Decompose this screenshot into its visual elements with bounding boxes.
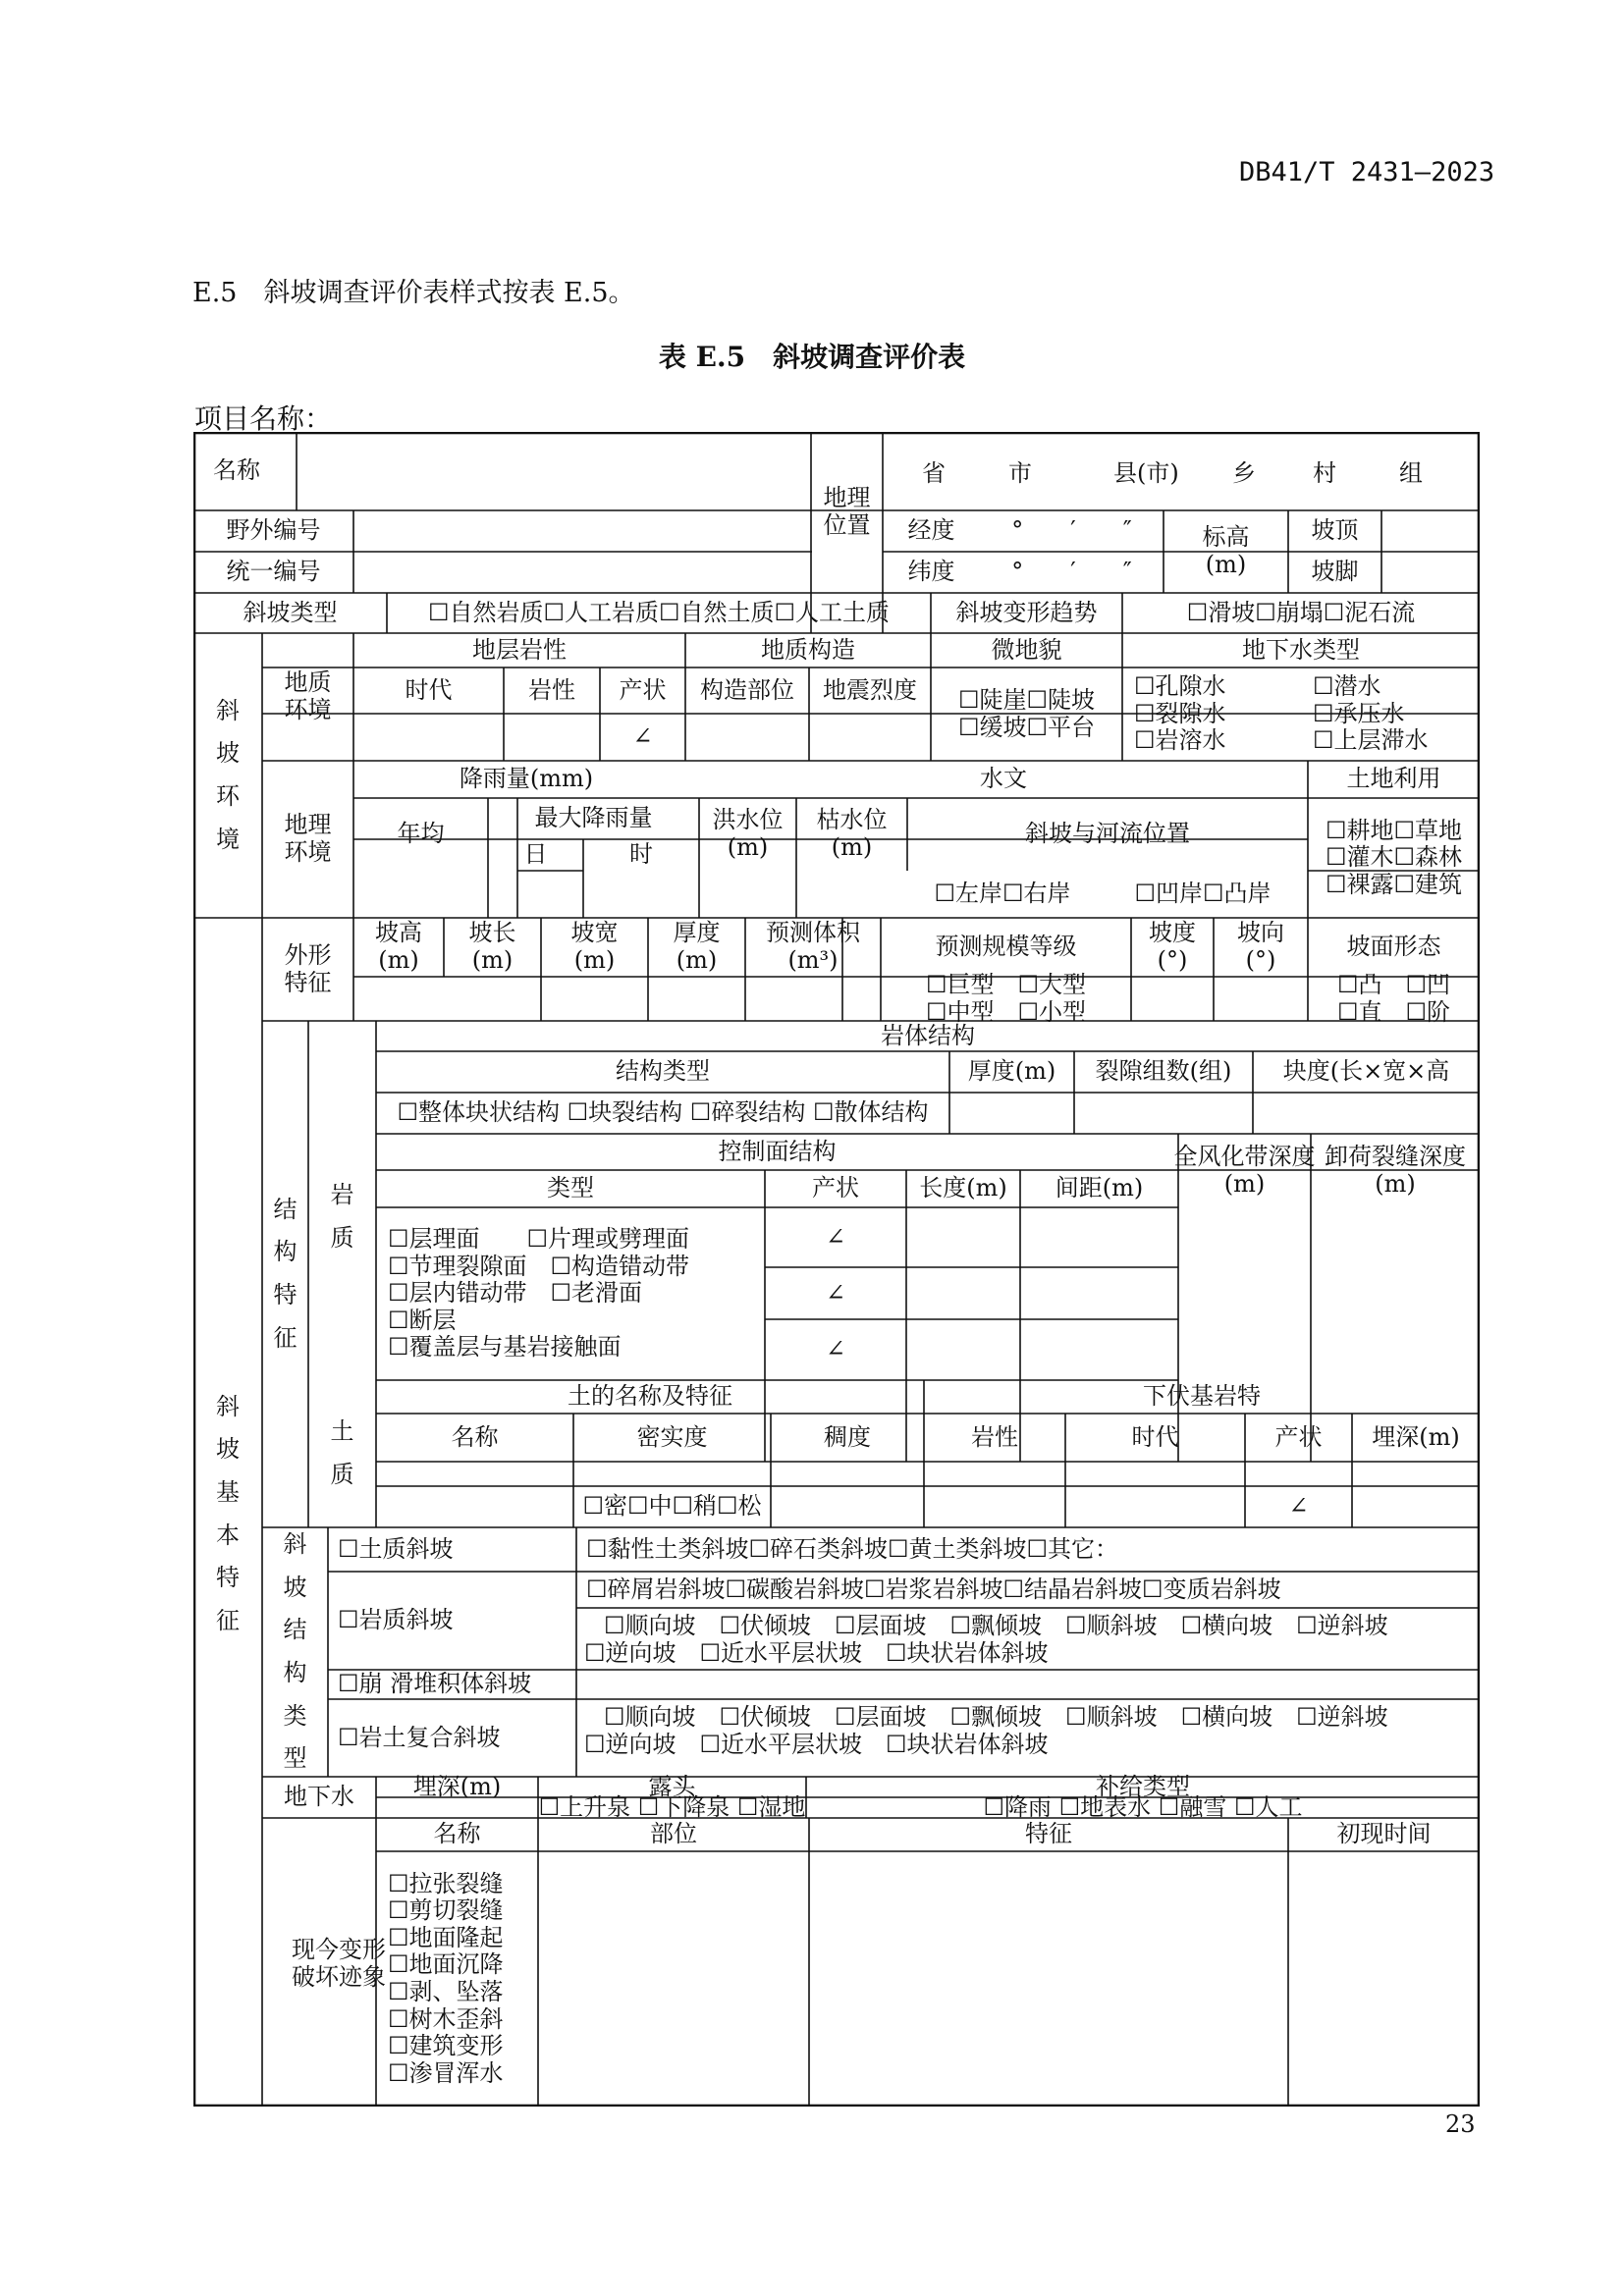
slope-structure-type-label: 斜 坡 结 构 类 型: [283, 1530, 307, 1773]
groundwater-depth-header: 埋深(m): [412, 1772, 502, 1800]
elevation-label: 标高 (m): [1202, 523, 1250, 578]
env-section-label: 斜 坡 环 境: [216, 696, 240, 853]
rain-day-header: 日: [523, 840, 548, 869]
control-surface-options-item[interactable]: ☐层理面 ☐片理或劈理面: [388, 1225, 690, 1254]
gw-type-options-b-item[interactable]: ☐上层滞水: [1313, 726, 1429, 755]
soil-name-feature-header: 土的名称及特征: [568, 1382, 732, 1411]
soil-name-header: 名称: [451, 1422, 499, 1451]
slope-foot-label: 坡脚: [1311, 558, 1359, 586]
dry-level-header: 枯水位 (m): [816, 806, 888, 861]
rock-slope-directions-2[interactable]: ☐逆向坡 ☐近水平层状坡 ☐块状岩体斜坡: [584, 1639, 1049, 1667]
outcrop-header: 露头: [648, 1772, 696, 1800]
rain-hour-header: 时: [629, 840, 653, 869]
control-surface-header: 控制面结构: [718, 1137, 837, 1165]
control-angle-1: ∠: [825, 1222, 846, 1251]
scale-options: [881, 970, 1131, 1026]
control-surface-options-item[interactable]: ☐断层: [388, 1306, 457, 1334]
control-attitude-header: 产状: [812, 1174, 859, 1202]
control-spacing-header: 间距(m): [1055, 1174, 1144, 1202]
rocky-label: 岩 质: [330, 1181, 354, 1252]
recharge-options: ☐降雨 ☐地表水 ☐融雪 ☐人工: [983, 1792, 1303, 1821]
slope-height-header: 坡高 (m): [375, 919, 422, 974]
admin-division-3: 乡: [1232, 459, 1256, 487]
scale-options-item[interactable]: ☐巨型 ☐大型: [925, 970, 1087, 998]
microland-options: [931, 667, 1122, 761]
deformation-options-item[interactable]: ☐剪切裂缝: [388, 1896, 504, 1925]
bedrock-era-header: 时代: [1131, 1422, 1179, 1451]
attitude-header: 产状: [619, 675, 667, 704]
flood-level-header: 洪水位 (m): [712, 806, 784, 861]
groundwater-label: 地下水: [284, 1783, 354, 1811]
bedrock-feature-header: 下伏基岩特: [1143, 1382, 1261, 1411]
microland-options-item[interactable]: ☐陡崖☐陡坡: [957, 685, 1096, 714]
lon-dms: ° ′ ″: [1011, 516, 1132, 545]
scale-options-item[interactable]: ☐中型 ☐小型: [925, 997, 1087, 1026]
consistency-header: 稠度: [824, 1422, 871, 1451]
intensity-header: 地震烈度: [823, 675, 917, 704]
lat-dms: ° ′ ″: [1011, 558, 1132, 586]
scale-header: 预测规模等级: [935, 933, 1077, 961]
deformation-options: [376, 1851, 538, 2107]
control-surface-options-item[interactable]: ☐节理裂隙面 ☐构造错动带: [388, 1252, 690, 1280]
control-angle-3: ∠: [825, 1335, 846, 1363]
slope-type-options: ☐自然岩质☐人工岩质☐自然土质☐人工土质: [427, 598, 891, 626]
intro-text: E.5 斜坡调查评价表样式按表 E.5。: [192, 278, 635, 308]
slope-survey-form: [193, 432, 1480, 2107]
lon-label: 经度: [907, 516, 955, 545]
joint-sets-header: 裂隙组数(组): [1095, 1057, 1232, 1086]
rain-header: 降雨量(mm): [459, 765, 594, 793]
field-no-label: 野外编号: [226, 516, 321, 545]
composite-slope-option: ☐岩土复合斜坡: [338, 1723, 501, 1751]
deformation-options-item[interactable]: ☐建筑变形: [388, 2032, 504, 2060]
page-number: 23: [1445, 2110, 1476, 2138]
river-position-header: 斜坡与河流位置: [1025, 820, 1190, 848]
density-options: ☐密☐中☐稍☐松: [582, 1492, 762, 1521]
composite-slope-directions-2[interactable]: ☐逆向坡 ☐近水平层状坡 ☐块状岩体斜坡: [584, 1731, 1049, 1758]
land-use-options-item[interactable]: ☐灌木☐森林: [1325, 843, 1463, 872]
deformation-options-item[interactable]: ☐地面隆起: [388, 1923, 504, 1951]
slope-degree-header: 坡度 (°): [1149, 919, 1196, 974]
rock-slope-subtypes: ☐碎屑岩斜坡☐碳酸岩斜坡☐岩浆岩斜坡☐结晶岩斜坡☐变质岩斜坡: [586, 1575, 1281, 1603]
standard-code: DB41/T 2431—2023: [1239, 157, 1495, 187]
project-name-label: 项目名称：: [194, 402, 333, 435]
deformation-options-item[interactable]: ☐拉张裂缝: [388, 1869, 504, 1897]
structure-part-header: 构造部位: [700, 675, 794, 704]
basic-feature-section-label: 斜 坡 基 本 特 征: [216, 1392, 240, 1634]
density-header: 密实度: [636, 1422, 708, 1451]
geol-env-label: 地质 环境: [284, 668, 332, 723]
deformation-label: 现今变形破坏迹象: [292, 1936, 386, 1991]
attitude-angle: ∠: [632, 722, 653, 751]
bedrock-depth-header: 埋深(m): [1372, 1422, 1460, 1451]
soil-label: 土 质: [330, 1417, 354, 1488]
concave-options: ☐凹岸☐凸岸: [1134, 880, 1272, 908]
bank-options: ☐左岸☐右岸: [934, 880, 1071, 908]
control-surface-options-item[interactable]: ☐层内错动带 ☐老滑面: [388, 1279, 643, 1308]
deform-first-time-header: 初现时间: [1336, 1820, 1432, 1848]
face-form-options: [1308, 970, 1480, 1026]
outcrop-options: ☐上升泉 ☐下降泉 ☐湿地: [538, 1792, 806, 1821]
lat-label: 纬度: [907, 558, 955, 586]
land-use-options: [1308, 798, 1480, 918]
deform-feature-header: 特征: [1025, 1820, 1072, 1848]
annual-rain-header: 年均: [397, 820, 445, 848]
name-label: 名称: [213, 456, 260, 485]
max-rain-header: 最大降雨量: [534, 804, 653, 832]
gw-type-options-a-item[interactable]: ☐孔隙水: [1134, 672, 1226, 701]
admin-division-1: 市: [1008, 459, 1032, 487]
slope-width-header: 坡宽 (m): [570, 919, 619, 974]
admin-division-0: 省: [922, 459, 946, 487]
collapse-slope-option: ☐崩 滑堆积体斜坡: [338, 1670, 532, 1698]
era-header: 时代: [405, 675, 453, 704]
geol-structure-header: 地质构造: [761, 635, 855, 664]
structure-type-options: ☐整体块状结构 ☐块裂结构 ☐碎裂结构 ☐散体结构: [397, 1098, 929, 1127]
slope-length-header: 坡长 (m): [468, 919, 516, 974]
admin-division-2: 县(市): [1113, 459, 1179, 487]
deformation-options-item[interactable]: ☐剥、坠落: [388, 1978, 504, 2005]
face-form-options-item[interactable]: ☐凸 ☐凹: [1336, 970, 1451, 998]
structure-type-header: 结构类型: [616, 1057, 710, 1086]
gw-type-options-b-item[interactable]: ☐承压水: [1313, 699, 1405, 727]
bedrock-angle: ∠: [1288, 1492, 1309, 1521]
trend-options: ☐滑坡☐崩塌☐泥石流: [1186, 598, 1416, 626]
admin-division-4: 村: [1313, 459, 1336, 487]
composite-slope-directions-1[interactable]: ☐顺向坡 ☐伏倾坡 ☐层面坡 ☐飘倾坡 ☐顺斜坡 ☐横向坡 ☐逆斜坡: [604, 1703, 1388, 1731]
control-angle-2: ∠: [825, 1278, 846, 1307]
control-surface-options: [376, 1207, 765, 1380]
thickness-header: 厚度 (m): [673, 919, 721, 974]
land-use-options-item[interactable]: ☐裸露☐建筑: [1325, 870, 1463, 898]
thickness-m-header: 厚度(m): [967, 1057, 1056, 1086]
face-form-options-item[interactable]: ☐直 ☐阶: [1336, 997, 1451, 1026]
gw-type-header: 地下水类型: [1242, 635, 1360, 664]
block-size-header: 块度(长×宽×高: [1282, 1057, 1450, 1086]
rock-slope-directions-1[interactable]: ☐顺向坡 ☐伏倾坡 ☐层面坡 ☐飘倾坡 ☐顺斜坡 ☐横向坡 ☐逆斜坡: [604, 1612, 1388, 1639]
gw-type-options-a: [1122, 667, 1301, 761]
rock-slope-option: ☐岩质斜坡: [338, 1606, 454, 1634]
deformation-options-item[interactable]: ☐渗冒浑水: [388, 2058, 504, 2087]
soil-slope-option: ☐土质斜坡: [338, 1534, 454, 1563]
deformation-options-item[interactable]: ☐地面沉降: [388, 1950, 504, 1979]
slope-top-label: 坡顶: [1311, 516, 1359, 545]
struct-feature-label: 结 构 特 征: [273, 1195, 298, 1352]
unload-depth-header: 卸荷裂缝深度 (m): [1325, 1142, 1466, 1198]
gw-type-options-b: [1301, 667, 1480, 761]
volume-header: 预测体积 (m³): [766, 919, 860, 974]
admin-division-5: 组: [1399, 459, 1423, 487]
microland-header: 微地貌: [991, 635, 1062, 664]
geo-location-label: 地理 位置: [823, 484, 871, 539]
strata-header: 地层岩性: [472, 635, 567, 664]
deform-part-header: 部位: [650, 1820, 697, 1848]
deformation-options-item[interactable]: ☐树木歪斜: [388, 2004, 504, 2033]
slope-type-label: 斜坡类型: [243, 598, 338, 626]
weathered-depth-header: 全风化带深度 (m): [1173, 1142, 1316, 1198]
rock-header: 岩性: [528, 675, 575, 704]
slope-direction-header: 坡向 (°): [1237, 919, 1284, 974]
rock-mass-header: 岩体结构: [881, 1021, 975, 1049]
gw-type-options-a-item[interactable]: ☐裂隙水: [1134, 699, 1226, 727]
table-title: 表 E.5 斜坡调查评价表: [658, 341, 966, 373]
control-type-header: 类型: [547, 1174, 594, 1202]
geog-env-label: 地理 环境: [284, 811, 332, 866]
microland-options-item[interactable]: ☐缓坡☐平台: [957, 713, 1096, 741]
deform-name-header: 名称: [433, 1820, 481, 1848]
land-use-options-item[interactable]: ☐耕地☐草地: [1325, 816, 1463, 844]
gw-type-options-b-item[interactable]: ☐潜水: [1313, 672, 1381, 701]
bedrock-attitude-header: 产状: [1274, 1422, 1323, 1451]
land-use-header: 土地利用: [1346, 765, 1441, 793]
trend-label: 斜坡变形趋势: [955, 598, 1098, 626]
gw-type-options-a-item[interactable]: ☐岩溶水: [1134, 726, 1226, 755]
face-form-header: 坡面形态: [1346, 933, 1441, 961]
control-surface-options-item[interactable]: ☐覆盖层与基岩接触面: [388, 1333, 622, 1362]
soil-slope-subtypes: ☐黏性土类斜坡☐碎石类斜坡☐黄土类斜坡☐其它：: [586, 1534, 1119, 1563]
unified-no-label: 统一编号: [226, 558, 321, 586]
shape-label: 外形 特征: [284, 940, 332, 996]
hydro-header: 水文: [980, 765, 1027, 793]
control-length-header: 长度(m): [919, 1174, 1007, 1202]
bedrock-lithology-header: 岩性: [971, 1422, 1018, 1451]
recharge-header: 补给类型: [1096, 1772, 1190, 1800]
